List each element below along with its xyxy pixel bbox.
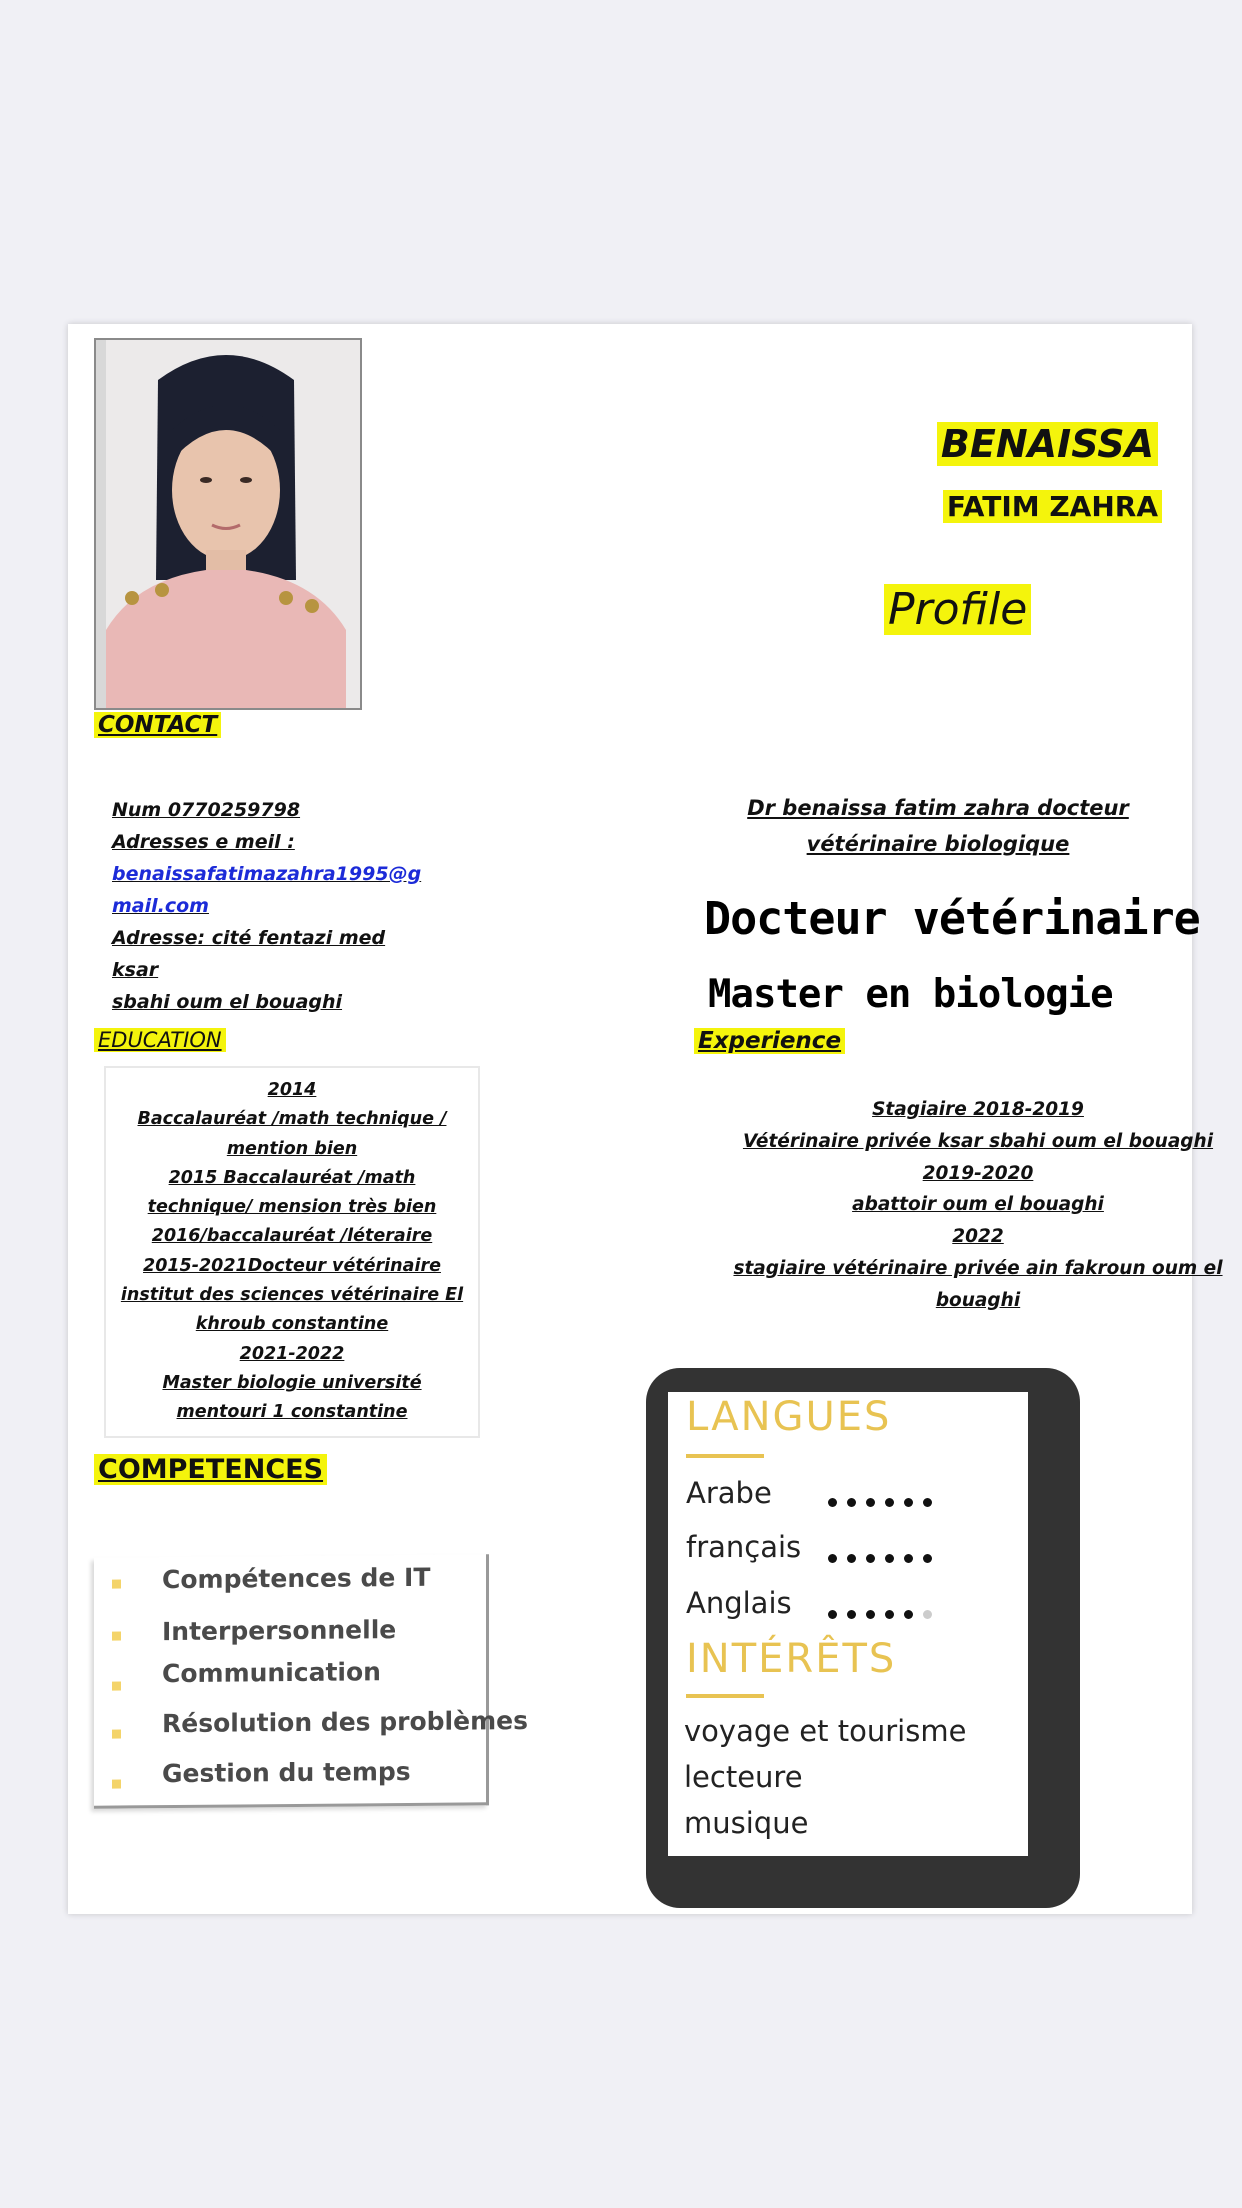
languages-title: LANGUES — [686, 1394, 892, 1440]
experience-line: Vétérinaire privée ksar sbahi oum el bouaghi — [742, 1130, 1214, 1152]
education-line: khroub constantine — [195, 1314, 389, 1335]
language-row — [686, 1586, 792, 1620]
level-dot-filled — [828, 1554, 837, 1563]
language-name: Anglais — [686, 1586, 792, 1620]
email-link-part1[interactable]: benaissafatimazahra1995@g — [112, 863, 422, 885]
language-level-dots — [828, 1548, 942, 1567]
skill-item: Interpersonnelle — [162, 1615, 397, 1647]
bullet-icon — [112, 1579, 121, 1588]
address-line-2: sbahi oum el bouaghi — [112, 991, 343, 1013]
level-dot-empty — [923, 1610, 932, 1619]
level-dot-filled — [885, 1610, 894, 1619]
bullet-icon — [112, 1729, 121, 1738]
level-dot-filled — [847, 1498, 856, 1507]
profile-title: Profile — [884, 584, 1031, 635]
level-dot-filled — [904, 1610, 913, 1619]
bullet-icon — [112, 1631, 121, 1640]
role-veterinarian: Docteur vétérinaire — [704, 892, 1200, 945]
email-label: Adresses e meil : — [112, 831, 295, 853]
title-underline — [686, 1454, 764, 1458]
education-line: mention bien — [226, 1138, 358, 1159]
education-line: mentouri 1 constantine — [176, 1402, 408, 1423]
experience-line: abattoir oum el bouaghi — [852, 1194, 1104, 1216]
education-line: 2015-2021Docteur vétérinaire — [143, 1255, 441, 1276]
education-title: EDUCATION — [94, 1028, 226, 1052]
level-dot-filled — [866, 1554, 875, 1563]
level-dot-filled — [885, 1498, 894, 1507]
language-level-dots — [828, 1492, 942, 1511]
skills-card — [94, 1554, 528, 1808]
skill-item: Résolution des problèmes — [162, 1705, 528, 1739]
last-name: BENAISSA — [937, 422, 1158, 466]
contact-block — [112, 794, 422, 1018]
title-underline — [686, 1694, 764, 1698]
education-line: 2014 — [267, 1080, 317, 1100]
interest-item: lecteure — [684, 1760, 803, 1794]
skill-item: Gestion du temps — [162, 1756, 411, 1789]
role-master: Master en biologie — [708, 972, 1113, 1017]
education-line: 2015 Baccalauréat /math — [168, 1167, 416, 1188]
experience-line: Stagiaire 2018-2019 — [872, 1099, 1084, 1120]
level-dot-filled — [828, 1498, 837, 1507]
language-row — [686, 1530, 801, 1564]
education-line: technique/ mension très bien — [147, 1197, 437, 1218]
language-row — [686, 1476, 772, 1510]
level-dot-filled — [847, 1610, 856, 1619]
language-level-dots — [828, 1604, 942, 1623]
education-line: 2016/baccalauréat /léteraire — [151, 1226, 433, 1247]
competences-title: COMPETENCES — [94, 1454, 327, 1485]
experience-title: Experience — [694, 1028, 845, 1054]
languages-panel — [668, 1392, 1028, 1856]
bullet-icon — [112, 1779, 121, 1788]
interest-item: voyage et tourisme — [684, 1714, 967, 1748]
education-line: institut des sciences vétérinaire El — [120, 1285, 464, 1306]
portrait-image — [96, 340, 360, 708]
interest-item: musique — [684, 1806, 809, 1840]
experience-line: 2022 — [952, 1226, 1004, 1248]
objective-block — [728, 790, 1148, 862]
objective-line-2: vétérinaire biologique — [806, 832, 1070, 856]
address-line-1: Adresse: cité fentazi med ksar — [112, 927, 386, 981]
language-name: français — [686, 1530, 802, 1564]
experience-line: 2019-2020 — [922, 1162, 1034, 1184]
education-line: Master biologie université — [162, 1372, 422, 1393]
email-link-part2[interactable]: mail.com — [112, 895, 209, 917]
profile-photo — [94, 338, 362, 710]
education-line: Baccalauréat /math technique / — [137, 1109, 447, 1130]
level-dot-filled — [885, 1554, 894, 1563]
level-dot-filled — [904, 1498, 913, 1507]
objective-line-1: Dr benaissa fatim zahra docteur — [747, 796, 1129, 820]
skills-reflection — [94, 1804, 486, 1904]
experience-block — [718, 1094, 1238, 1317]
level-dot-filled — [866, 1498, 875, 1507]
first-name: FATIM ZAHRA — [943, 490, 1162, 523]
education-box — [104, 1066, 480, 1438]
level-dot-filled — [923, 1498, 932, 1507]
skill-item: Communication — [162, 1657, 381, 1689]
interests-title: INTÉRÊTS — [686, 1636, 897, 1682]
skill-item: Compétences de IT — [162, 1562, 431, 1595]
experience-line: stagiaire vétérinaire privée ain fakroun oum el — [733, 1257, 1223, 1279]
level-dot-filled — [866, 1610, 875, 1619]
level-dot-filled — [923, 1554, 932, 1563]
experience-line: bouaghi — [935, 1289, 1021, 1311]
cv-page — [68, 324, 1223, 1914]
contact-title: CONTACT — [94, 712, 221, 738]
level-dot-filled — [847, 1554, 856, 1563]
phone-number: Num 0770259798 — [112, 799, 301, 821]
level-dot-filled — [828, 1610, 837, 1619]
bullet-icon — [112, 1681, 121, 1690]
language-name: Arabe — [686, 1476, 772, 1510]
level-dot-filled — [904, 1554, 913, 1563]
education-line: 2021-2022 — [239, 1343, 345, 1364]
